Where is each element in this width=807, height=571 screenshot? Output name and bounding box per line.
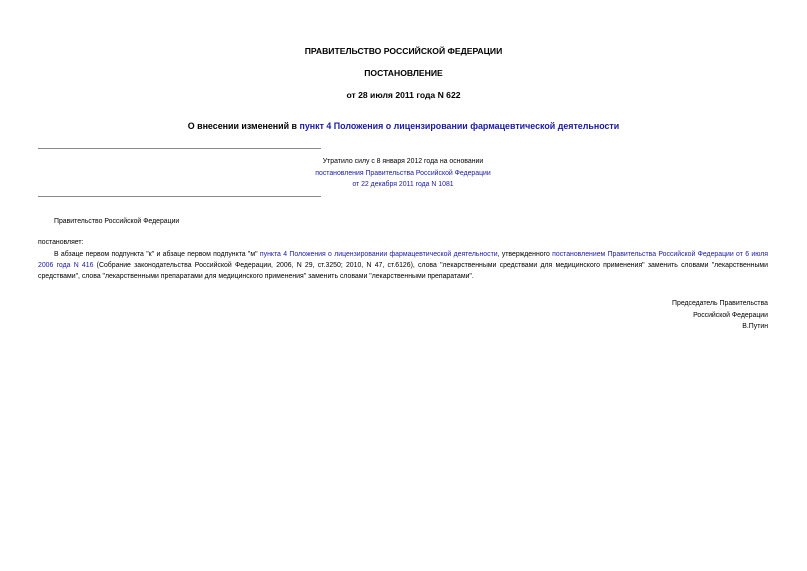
divider-bottom	[38, 196, 321, 197]
regulation-point-link[interactable]: пункта 4 Положения о лицензировании фармацевтической деятельности	[259, 251, 498, 258]
body-text-part: , утвержденного	[497, 251, 553, 258]
subject-link[interactable]: пункт 4 Положения о лицензировании фармацевтической деятельности	[299, 121, 620, 131]
signature-title: Председатель Правительства	[672, 300, 768, 307]
repeal-date-link[interactable]: от 22 декабря 2011 года N 1081	[352, 181, 454, 188]
body-paragraph	[38, 249, 768, 282]
repeal-decree-link[interactable]: постановления Правительства Российской Федерации	[315, 170, 491, 177]
repeal-notice-link-decree	[230, 170, 576, 177]
resolution-416-link[interactable]: постановлением Правительства Российской Федерации от 6 июля 2006 года N 416	[38, 251, 769, 269]
repeal-notice-link-date	[230, 181, 576, 188]
body-text-part: (Собрание законодательства Российской Федерации, 2006, N 29, ст.3250; 2010, N 47, ст.6126), слова "лекарственными средствами для медицинского применения" заменить словами "лекарственными средствами", слова "лекарственными препаратами для медицинского применения" заменить словами "лекарственными препаратами".	[38, 262, 768, 280]
government-label: Правительство Российской Федерации	[54, 218, 180, 225]
divider-top	[38, 148, 321, 149]
body-text-part: В абзаце первом подпункта "к" и абзаце первом подпункта "м"	[54, 251, 260, 258]
government-heading: ПРАВИТЕЛЬСТВО РОССИЙСКОЙ ФЕДЕРАЦИИ	[304, 46, 503, 56]
document-date-heading: от 28 июля 2011 года N 622	[346, 90, 461, 100]
repeal-notice-line: Утратило силу с 8 января 2012 года на основании	[322, 158, 484, 165]
decrees-label: постановляет:	[38, 239, 84, 246]
signature-name: В.Путин	[742, 323, 768, 330]
subject-prefix: О внесении изменений в	[187, 121, 300, 131]
document-subject	[0, 121, 807, 131]
signature-title-cont: Российской Федерации	[693, 312, 768, 319]
document-type-heading: ПОСТАНОВЛЕНИЕ	[364, 68, 443, 78]
